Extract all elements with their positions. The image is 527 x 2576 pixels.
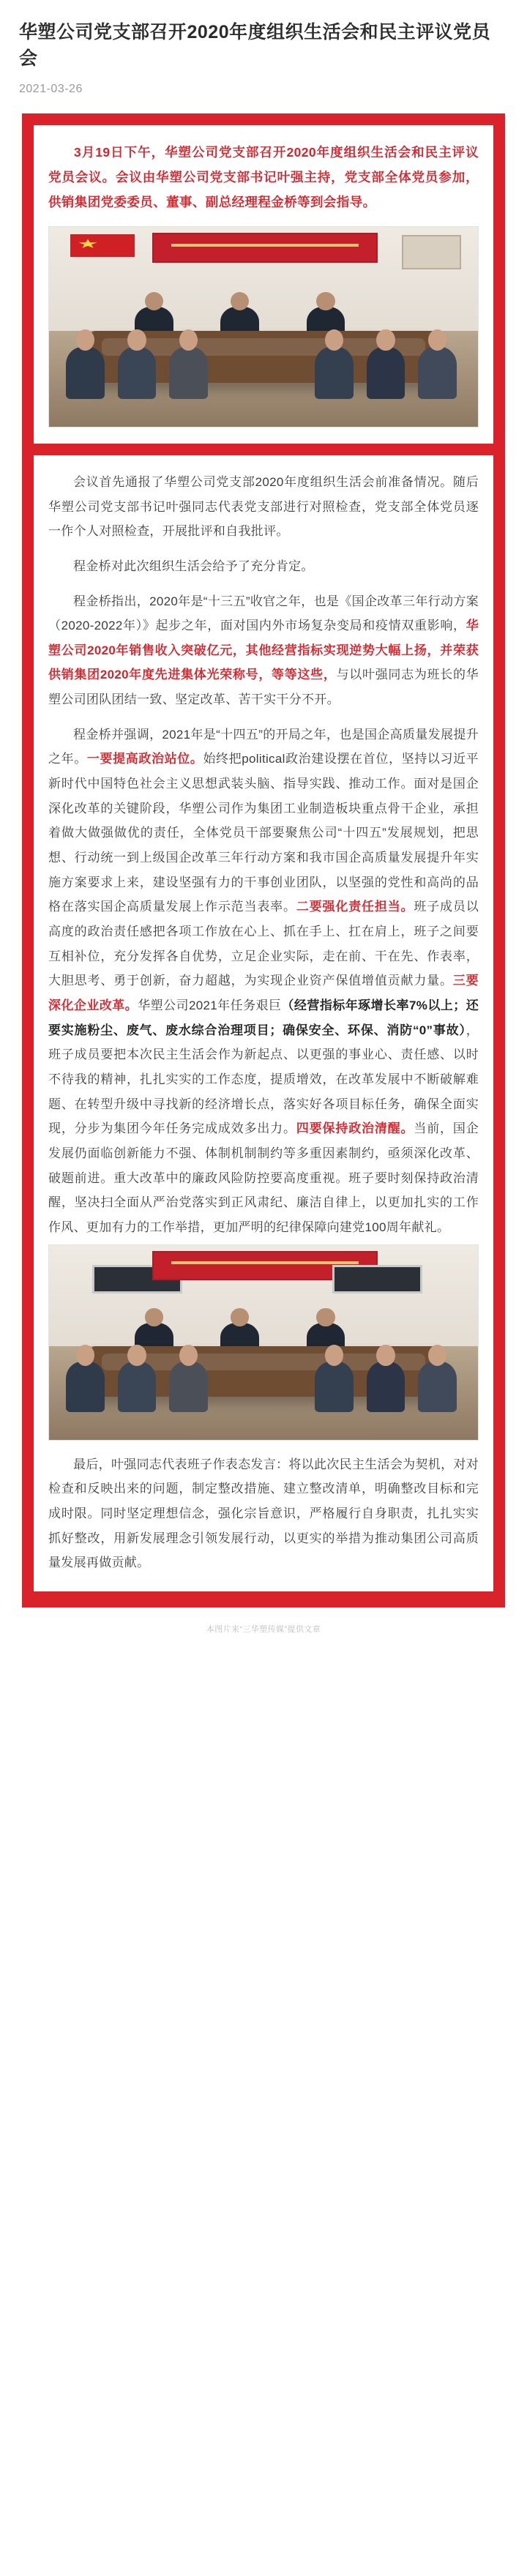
paragraph-2 [48,554,479,579]
meeting-photo-discussion [48,1244,479,1441]
text-run: ，班子成员要把本次民主生活会作为新起点、以更强的事业心、责任感、以时不待我的精神，扎扎实实的工作态度，提质增效，在改革发展中不断破解难题、在转型升级中寻找新的经济增长点，落实好各项目标任务，确保全面实现，分步为集团今年任务完成成效多出力。 [48,1023,479,1136]
text-run: 程金桥对此次组织生活会给予了充分肯定。 [73,559,314,573]
photo-person [418,347,457,399]
article-body-closing [48,1452,479,1575]
body-card [34,455,493,1591]
lead-card [34,125,493,444]
second-photo-wrapper [48,1244,479,1441]
photo-monitor [332,1265,422,1293]
text-run: 华塑公司2021年任务艰巨 [138,998,282,1012]
text-run: 程金桥并强调，2021年是“十四五”的开局之年，也是国企高质量发展提升之年。 [48,727,479,766]
photo-person [315,1362,354,1412]
page-title: 华塑公司党支部召开2020年度组织生活会和民主评议党员会 [19,22,491,70]
photo-person [66,1362,105,1412]
photo-person [169,1362,208,1412]
text-run: 与以叶强同志为班长的华塑公司团队团结一致、坚定改革、苦干实干分不开。 [48,668,479,707]
photo-person [118,1362,157,1412]
photo-person [367,1362,405,1412]
highlight-red: 一要提高政治站位。 [86,752,203,766]
photo-flag [70,234,135,257]
text-run: 当前，国企发展仍面临创新能力不强、体制机制制约等多重因素制约，亟须深化改革、破题前进。重大改革中的廉政风险防控要高度重视。班子要时刻保持政治清醒，坚决扫全面从严治党落实到正风肃纪、廉洁自律上，以更加扎实的工作作风、更加有力的工作举措，更加严明的纪律保障向建党100周年献礼。 [48,1121,479,1234]
photo-person [367,347,405,399]
text-run: 最后，叶强同志代表班子作表态发言：将以此次民主生活会为契机，对对检查和反映出来的问题，制定整改措施、建立整改清单，明确整改目标和完成时限。同时坚定理想信念，强化宗旨意识，严格履行自身职责，扎扎实实抓好整改，用新发展理念引领发展行动，以更实的举措为推动集团公司高质量发展再做贡献。 [48,1457,479,1570]
highlight-bold: （经营指标年琢增长率7%以上；还要实施粉尘、废气、废水综合治理项目；确保安全、环保、消防“0”事故） [48,998,479,1037]
footer-note: 本图片来“三华塑传媒”提供文章 [206,1624,321,1634]
photo-person [169,347,208,399]
highlight-red: 三要深化企业改革。 [48,974,479,1012]
photo-wall [49,227,478,331]
text-run: 会议首先通报了华塑公司党支部2020年度组织生活会前准备情况。随后华塑公司党支部书记叶强同志代表党支部进行对照检查，党支部全体党员逐一作个人对照检查，开展批评和自我批评。 [48,474,479,539]
publish-date: 2021-03-26 [19,82,83,95]
photo-banner [152,233,378,263]
paragraph-5 [48,1452,479,1575]
photo-wall [49,1245,478,1346]
text-run: 始终把political政治建设摆在首位，坚持以习近平新时代中国特色社会主义思想武装头脑、指导实践、推动工作。面对是国企深化改革的关键阶段，华塑公司作为集团工业制造板块重点骨干企业，承担着做大做强做优的责任，全体党员干部要聚焦公司“十四五”发展规划，把思想、行动统一到上级国企改革三年行动方案和我市国企高质量发展提升年实施方案要求上来，建设坚强有力的干事创业团队，以坚强的党性和高尚的品格在落实国企高质量发展上作示范当表率。 [48,752,479,914]
photo-scene [49,1245,478,1440]
photo-person [418,1362,457,1412]
article-header [0,0,527,103]
text-run: 程金桥指出，2020年是“十三五”收官之年，也是《国企改革三年行动方案（2020-2022年）》起步之年，面对国内外市场复杂变局和疫情双重影响， [48,594,479,633]
photo-poster [402,235,460,269]
highlight-red: 四要保持政治清醒。 [296,1121,414,1136]
red-border-frame [22,113,505,1608]
photo-person [66,347,105,399]
highlight-red: 二要强化责任担当。 [296,900,414,914]
photo-person [118,347,157,399]
article-footer [0,1608,527,1654]
highlight-red: 华塑公司2020年销售收入突破亿元，其他经营指标实现逆势大幅上扬，并荣获供销集团2020年度先进集体光荣称号，等等这些， [48,619,479,682]
meeting-photo-conference-room [48,226,479,428]
photo-person [315,347,354,399]
article-body [48,470,479,1240]
paragraph-1 [48,470,479,544]
paragraph-3 [48,589,479,712]
photo-scene [49,227,478,427]
text-run: 班子成员以高度的政治责任感把各项工作放在心上、抓在手上、扛在肩上，班子之间要互相补位，充分发挥各自优势，立足企业实际，走在前、干在先、作表率，大胆思考、勇于创新，奋力超越，为实现企业资产保值增值贡献力量。 [48,900,479,988]
paragraph-4 [48,723,479,1240]
lead-paragraph: 3月19日下午，华塑公司党支部召开2020年度组织生活会和民主评议党员会议。会议由华塑公司党支部书记叶强主持，党支部全体党员参加，供销集团党委委员、董事、副总经理程金桥等到会指导。 [48,144,479,209]
